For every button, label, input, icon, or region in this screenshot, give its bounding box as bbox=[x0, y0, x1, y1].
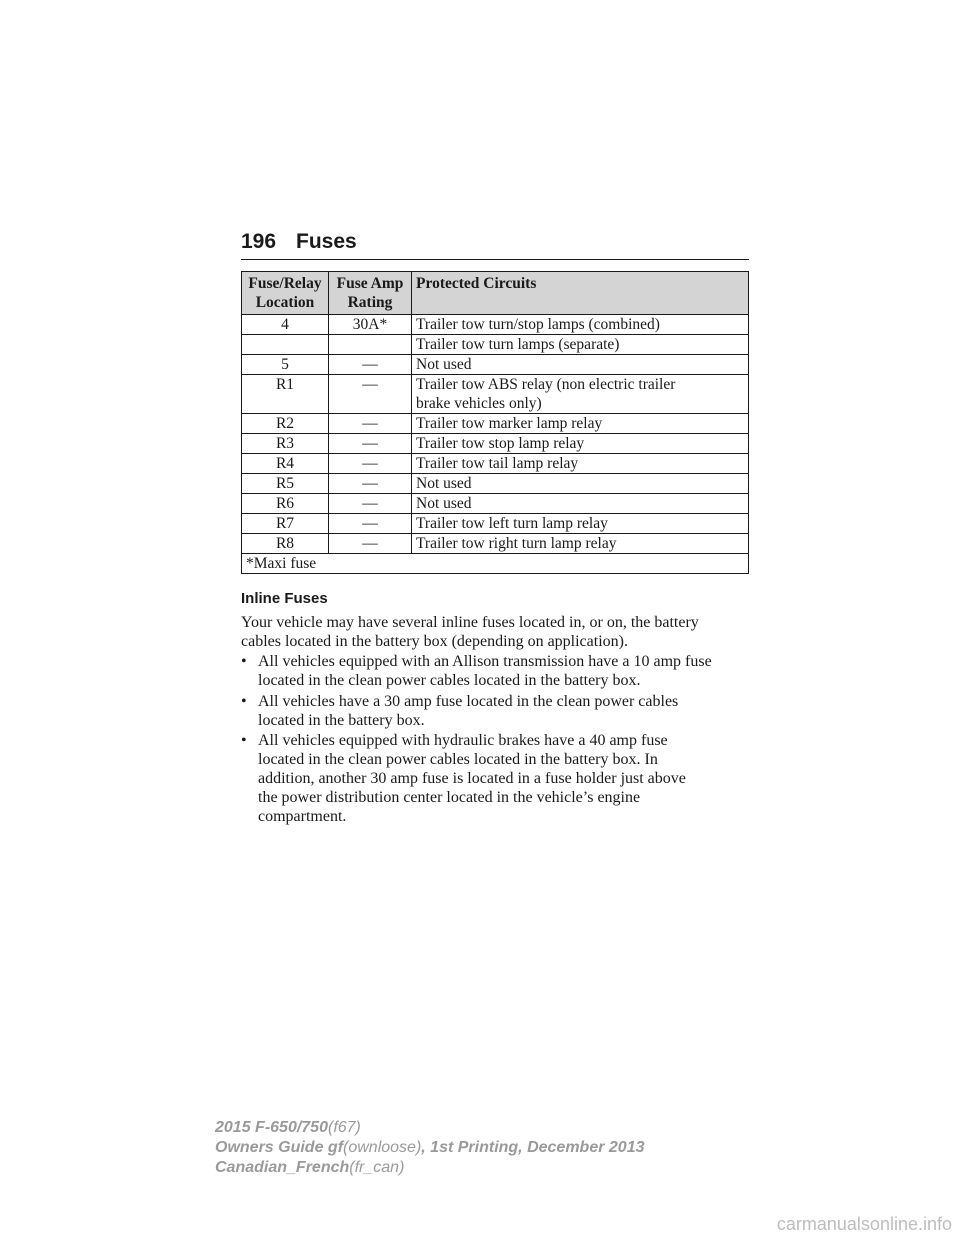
section-title: Fuses bbox=[296, 230, 357, 253]
table-row: R5 — Not used bbox=[242, 474, 749, 494]
page-number: 196 bbox=[241, 230, 277, 253]
header-protected-circuits: Protected Circuits bbox=[412, 272, 749, 315]
inline-fuses-heading: Inline Fuses bbox=[241, 590, 328, 607]
table-footnote: *Maxi fuse bbox=[242, 554, 749, 574]
page-header bbox=[241, 229, 749, 260]
table-row: R2 — Trailer tow marker lamp relay bbox=[242, 414, 749, 434]
bullet-icon: • bbox=[241, 732, 247, 749]
table-row: 4 30A* Trailer tow turn/stop lamps (combined) bbox=[242, 315, 749, 335]
site-watermark: carmanualsonline.info bbox=[776, 1214, 952, 1234]
table-footnote-row bbox=[242, 554, 749, 574]
table-row: 5 — Not used bbox=[242, 355, 749, 375]
table-row: R3 — Trailer tow stop lamp relay bbox=[242, 434, 749, 454]
header-amp-rating: Fuse Amp Rating bbox=[329, 272, 412, 315]
header-location: Fuse/Relay Location bbox=[242, 272, 329, 315]
table-row: R6 — Not used bbox=[242, 494, 749, 514]
table-row: R4 — Trailer tow tail lamp relay bbox=[242, 454, 749, 474]
bullet-icon: • bbox=[241, 693, 247, 710]
table-row: R8 — Trailer tow right turn lamp relay bbox=[242, 534, 749, 554]
table-row: Trailer tow turn lamps (separate) bbox=[242, 335, 749, 355]
table-row: R7 — Trailer tow left turn lamp relay bbox=[242, 514, 749, 534]
table-header-row bbox=[242, 272, 749, 315]
table-row: R1 — Trailer tow ABS relay (non electric trailer brake vehicles only) bbox=[242, 375, 749, 414]
print-footer: 2015 F-650/750(f67) Owners Guide gf(ownloose), 1st Printing, December 2013 Canadian_French(fr_can) bbox=[215, 1119, 645, 1176]
bullet-icon: • bbox=[241, 653, 247, 670]
fuse-table bbox=[241, 271, 749, 574]
inline-fuses-intro: Your vehicle may have several inline fuses located in, or on, the battery cables located in the battery box (depending on application). bbox=[241, 614, 699, 650]
